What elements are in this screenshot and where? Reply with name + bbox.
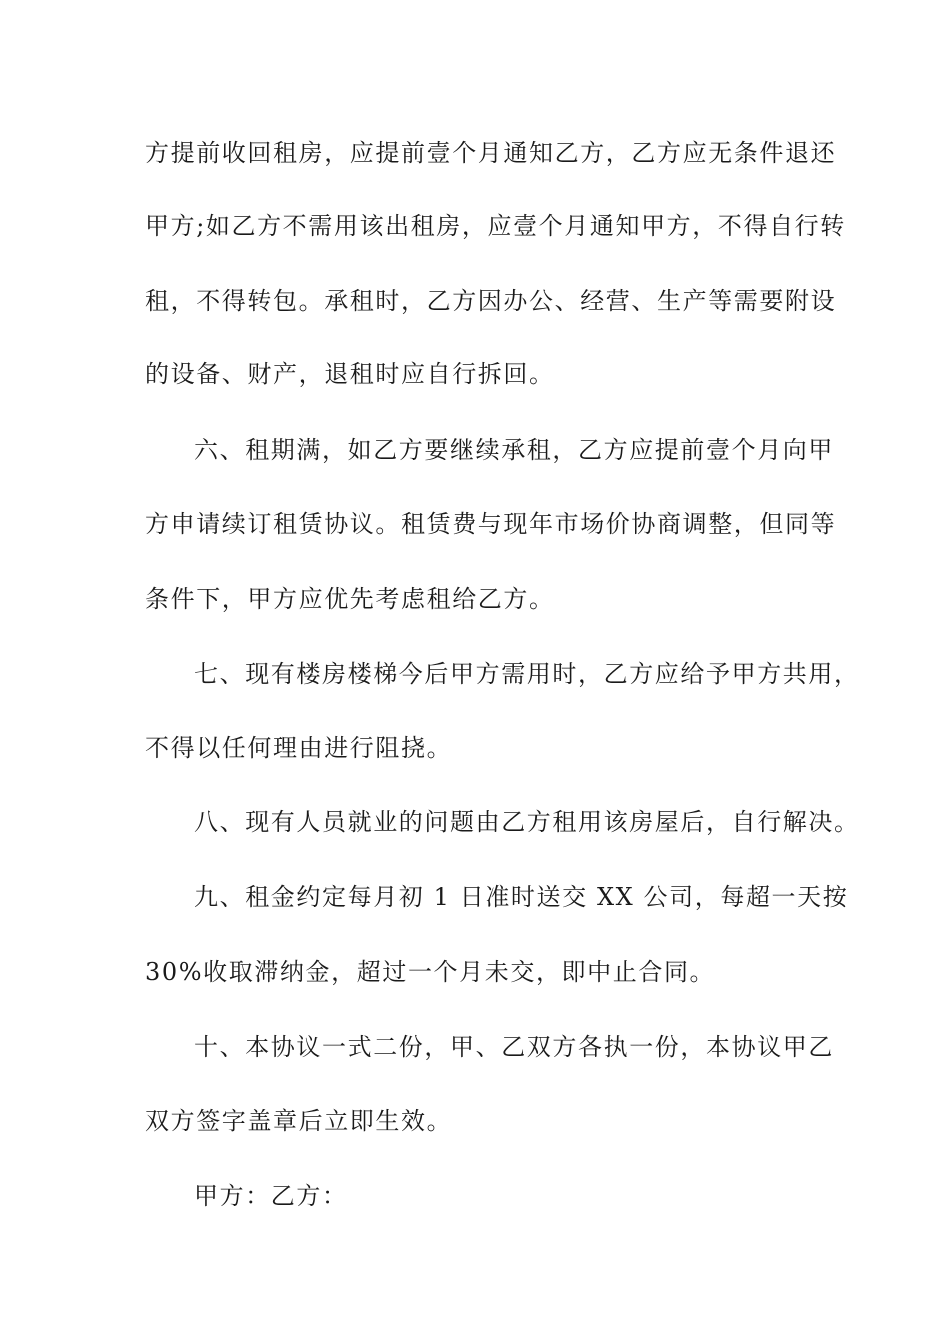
clause-nine-start: 九、租金约定每月初 1 日准时送交 XX 公司，每超一天按 [194, 883, 849, 911]
clause-seven-start: 七、现有楼房楼梯今后甲方需用时，乙方应给予甲方共用， [194, 660, 860, 688]
text-line-2: 甲方;如乙方不需用该出租房，应壹个月通知甲方，不得自行转 [145, 212, 846, 240]
clause-six-start: 六、租期满，如乙方要继续承租，乙方应提前壹个月向甲 [194, 436, 834, 464]
text-line-9: 不得以任何理由进行阻挠。 [145, 734, 453, 762]
clause-eight: 八、现有人员就业的问题由乙方租用该房屋后，自行解决。 [194, 808, 860, 836]
text-line-12: 30%收取滞纳金，超过一个月未交，即中止合同。 [145, 958, 716, 986]
clause-ten-start: 十、本协议一式二份，甲、乙双方各执一份，本协议甲乙 [194, 1033, 834, 1061]
text-line-6: 方申请续订租赁协议。租赁费与现年市场价协商调整，但同等 [145, 510, 837, 538]
text-line-7: 条件下，甲方应优先考虑租给乙方。 [145, 585, 555, 613]
text-line-1: 方提前收回租房，应提前壹个月通知乙方，乙方应无条件退还 [145, 139, 837, 167]
signature-line: 甲方：乙方： [194, 1182, 348, 1210]
text-line-14: 双方签字盖章后立即生效。 [145, 1107, 453, 1135]
text-line-4: 的设备、财产，退租时应自行拆回。 [145, 360, 555, 388]
text-line-3: 租，不得转包。承租时，乙方因办公、经营、生产等需要附设 [145, 287, 837, 315]
